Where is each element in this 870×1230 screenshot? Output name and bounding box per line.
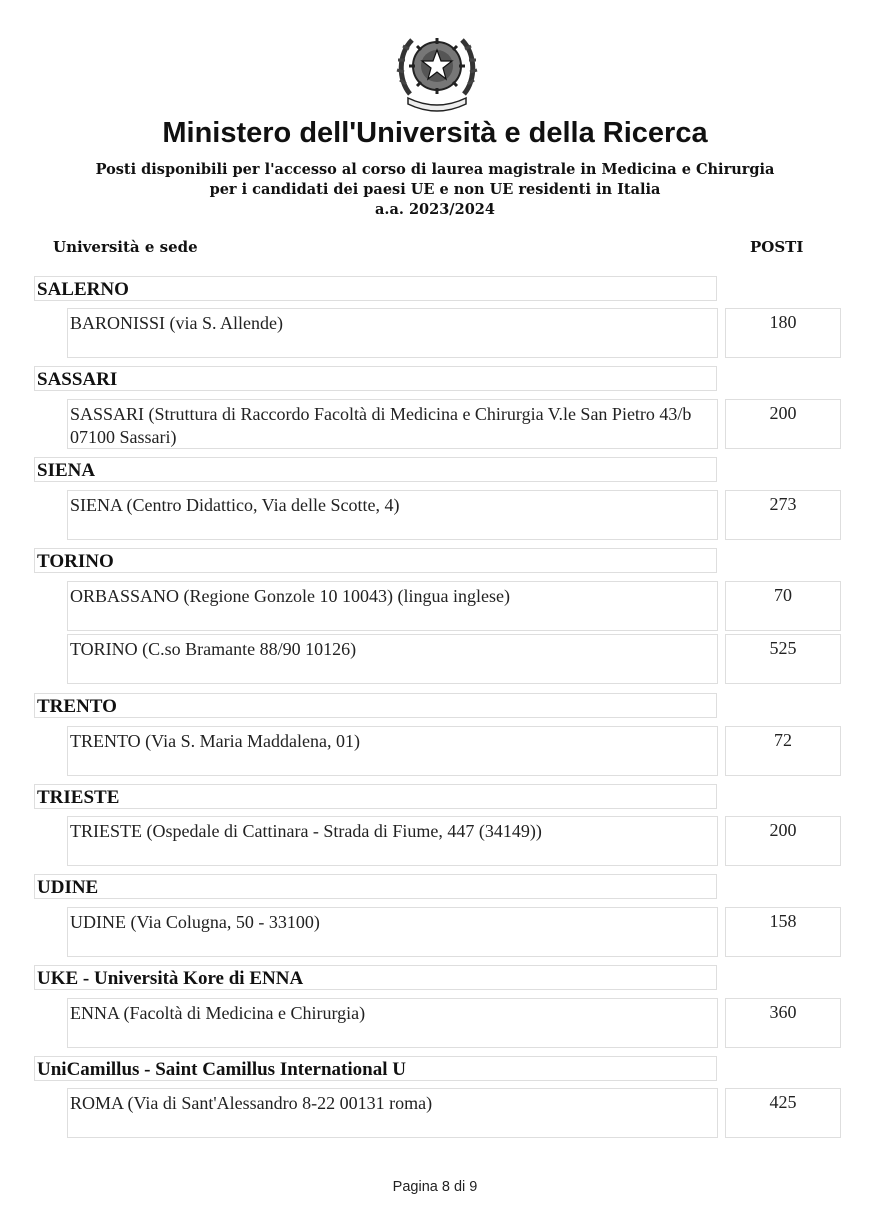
- posti-cell: [725, 816, 841, 866]
- university-row: [34, 276, 717, 301]
- site-cell: [67, 907, 718, 957]
- posti-cell: [725, 726, 841, 776]
- site-text: TORINO (C.so Bramante 88/90 10126): [70, 639, 357, 659]
- university-row: [34, 784, 717, 809]
- site-cell: [67, 490, 718, 540]
- site-cell: [67, 399, 718, 449]
- ministry-title: Ministero dell'Università e della Ricerca: [162, 117, 708, 149]
- posti-value: 425: [769, 1092, 797, 1112]
- posti-cell: [725, 907, 841, 957]
- republic-emblem-icon: [394, 24, 480, 112]
- site-text: SASSARI (Struttura di Raccordo Facoltà di Medicina e Chirurgia V.le San Pietro 43/b 07100 Sassari): [70, 404, 692, 447]
- document-subtitle: [0, 160, 870, 220]
- posti-value: 158: [769, 911, 797, 931]
- university-name: TRIESTE: [37, 787, 120, 808]
- academic-year: a.a. 2023/2024: [375, 201, 495, 218]
- site-text: SIENA (Centro Didattico, Via delle Scotte, 4): [70, 495, 400, 515]
- university-row: [34, 366, 717, 391]
- university-row: [34, 693, 717, 718]
- university-name: TRENTO: [37, 696, 117, 717]
- site-cell: [67, 308, 718, 358]
- university-row: [34, 965, 717, 990]
- university-name: SIENA: [37, 460, 96, 481]
- column-header-university: Università e sede: [53, 238, 198, 256]
- university-name: SALERNO: [37, 279, 129, 300]
- university-name: UniCamillus - Saint Camillus International U: [37, 1059, 406, 1080]
- subtitle-line: Posti disponibili per l'accesso al corso di laurea magistrale in Medicina e Chirurgia: [95, 161, 775, 178]
- university-name: UDINE: [37, 877, 99, 898]
- posti-cell: [725, 581, 841, 631]
- university-name: SASSARI: [37, 369, 118, 390]
- site-cell: [67, 1088, 718, 1138]
- site-cell: [67, 581, 718, 631]
- posti-cell: [725, 308, 841, 358]
- university-row: [34, 1056, 717, 1081]
- posti-cell: [725, 998, 841, 1048]
- site-cell: [67, 634, 718, 684]
- site-cell: [67, 726, 718, 776]
- posti-value: 72: [774, 730, 792, 750]
- site-text: ORBASSANO (Regione Gonzole 10 10043) (lingua inglese): [70, 586, 510, 606]
- site-text: ENNA (Facoltà di Medicina e Chirurgia): [70, 1003, 366, 1023]
- posti-value: 180: [769, 312, 797, 332]
- posti-cell: [725, 634, 841, 684]
- site-text: ROMA (Via di Sant'Alessandro 8-22 00131 roma): [70, 1093, 433, 1113]
- site-text: TRENTO (Via S. Maria Maddalena, 01): [70, 731, 361, 751]
- university-row: [34, 457, 717, 482]
- posti-value: 360: [769, 1002, 797, 1022]
- column-header-posti: POSTI: [750, 238, 804, 256]
- posti-cell: [725, 1088, 841, 1138]
- subtitle-line: per i candidati dei paesi UE e non UE residenti in Italia: [209, 181, 661, 198]
- site-cell: [67, 998, 718, 1048]
- university-name: TORINO: [37, 551, 114, 572]
- site-text: BARONISSI (via S. Allende): [70, 313, 283, 333]
- posti-value: 525: [769, 638, 797, 658]
- posti-value: 70: [774, 585, 792, 605]
- site-text: TRIESTE (Ospedale di Cattinara - Strada di Fiume, 447 (34149)): [70, 821, 542, 841]
- site-cell: [67, 816, 718, 866]
- university-row: [34, 874, 717, 899]
- posti-value: 200: [769, 403, 797, 423]
- posti-value: 273: [769, 494, 797, 514]
- university-row: [34, 548, 717, 573]
- posti-cell: [725, 490, 841, 540]
- page-number: Pagina 8 di 9: [392, 1179, 478, 1195]
- posti-cell: [725, 399, 841, 449]
- university-name: UKE - Università Kore di ENNA: [37, 968, 304, 989]
- site-text: UDINE (Via Colugna, 50 - 33100): [70, 912, 320, 932]
- posti-value: 200: [769, 820, 797, 840]
